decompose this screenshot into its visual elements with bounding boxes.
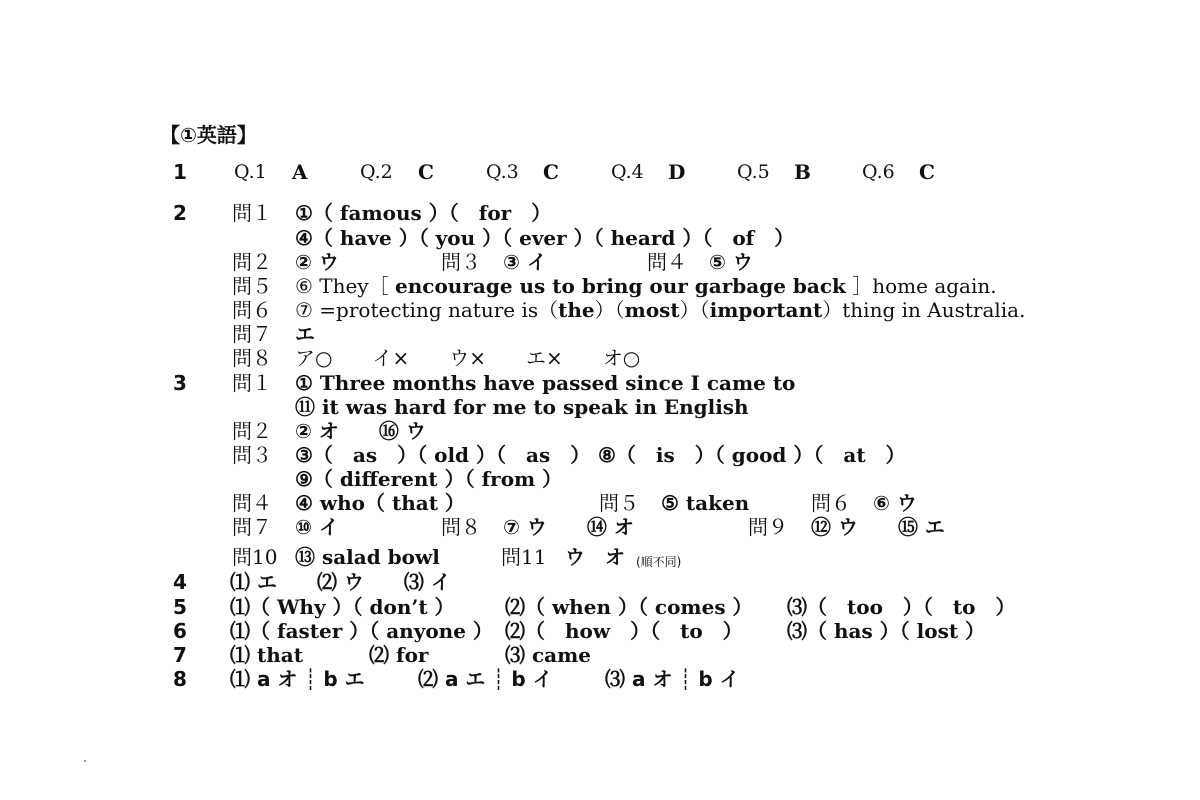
answer: ⑦ ウ ⑭ オ	[503, 515, 634, 539]
answer: ② ウ	[295, 250, 339, 274]
question-label: 問７	[232, 322, 272, 346]
section-number-5: 5	[173, 595, 187, 619]
answer: ⑵（ how ）（ to ）	[505, 619, 743, 643]
answer: C	[418, 160, 434, 184]
question-label: Q.2	[360, 161, 393, 183]
section-number-3: 3	[173, 371, 187, 395]
question-label: 問６	[811, 491, 851, 515]
answer: A	[292, 160, 308, 184]
question-label: Q.5	[737, 161, 770, 183]
scan-speck	[84, 760, 86, 762]
answer: ④ who（ that ）	[295, 491, 465, 515]
question-label: 問４	[647, 250, 687, 274]
answer: ⑴ that	[230, 643, 303, 667]
question-label: Q.6	[862, 161, 895, 183]
answer: C	[543, 160, 559, 184]
answer: エ	[295, 322, 315, 346]
question-label: 問７	[232, 515, 272, 539]
answer: ⑶ a オ ┊ b イ	[605, 667, 740, 691]
section-number-7: 7	[173, 643, 187, 667]
answer: ⑵（ when ）（ comes ）	[505, 595, 753, 619]
answer: ⑨（ different ）（ from ）	[295, 467, 563, 491]
answer: ⑥ ウ	[873, 491, 917, 515]
answer: ⑴（ faster ）（ anyone ）	[230, 619, 493, 643]
answer: ①（ famous ）（ for ）	[295, 201, 552, 225]
question-label: Q.3	[486, 161, 519, 183]
question-label: 問１	[232, 201, 272, 225]
answer: ⑴ エ ⑵ ウ ⑶ イ	[230, 570, 451, 594]
answer: ⑤ ウ	[709, 250, 753, 274]
question-label: 問３	[232, 443, 272, 467]
answer: ⑩ イ	[295, 515, 339, 539]
section-number-2: 2	[173, 201, 187, 225]
section-number-8: 8	[173, 667, 187, 691]
answer: ⑵ a エ ┊ b イ	[418, 667, 553, 691]
answer: ③ イ	[503, 250, 547, 274]
question-label: Q.4	[611, 161, 644, 183]
note: (順不同)	[636, 555, 682, 569]
answer: ② オ ⑯ ウ	[295, 419, 426, 443]
question-label: 問８	[232, 346, 272, 370]
question-label: 問２	[232, 419, 272, 443]
question-label: 問８	[441, 515, 481, 539]
answer: ⑪ it was hard for me to speak in English	[295, 395, 749, 419]
answer: ア○ イ× ウ× エ× オ○	[295, 346, 641, 370]
answer: ⑴（ Why ）（ don’t ）	[230, 595, 455, 619]
question-label: 問２	[232, 250, 272, 274]
answer: ⑧（ is ）（ good ）（ at ）	[598, 443, 906, 467]
answer: ① Three months have passed since I came to	[295, 371, 796, 395]
question-label: 問６	[232, 298, 272, 322]
question-label: 問１	[232, 371, 272, 395]
section-number-1: 1	[173, 160, 187, 184]
section-number-4: 4	[173, 570, 187, 594]
answer: C	[919, 160, 935, 184]
answer: ⑵ for	[369, 643, 429, 667]
question-label: 問９	[748, 515, 788, 539]
answer: B	[794, 160, 811, 184]
answer: ウ オ	[565, 545, 625, 569]
answer: ⑬ salad bowl	[295, 545, 440, 569]
question-label: 問11	[501, 545, 547, 569]
question-label: 問４	[232, 491, 272, 515]
answer: ⑶（ has ）（ lost ）	[787, 619, 986, 643]
answer: ⑶ came	[505, 643, 591, 667]
question-label: 問５	[599, 491, 639, 515]
answer: ⑶（ too ）（ to ）	[787, 595, 1016, 619]
answer: ⑴ a オ ┊ b エ	[230, 667, 365, 691]
answer-sentence: ⑦ =protecting nature is（the）（most）（important）thing in Australia.	[295, 298, 1026, 322]
question-label: Q.1	[234, 161, 267, 183]
answer: ③（ as ）（ old ）（ as ）	[295, 443, 591, 467]
answer: ⑫ ウ ⑮ エ	[811, 515, 945, 539]
page-title: 【①英語】	[160, 123, 257, 147]
question-label: 問３	[441, 250, 481, 274]
question-label: 問５	[232, 274, 272, 298]
answer: ⑤ taken	[661, 491, 750, 515]
answer: D	[668, 160, 686, 184]
answer: ④（ have ）（ you ）（ ever ）（ heard ）（ of ）	[295, 226, 795, 250]
answer-sentence: ⑥ They［ encourage us to bring our garbage back ］home again.	[295, 274, 997, 298]
section-number-6: 6	[173, 619, 187, 643]
question-label: 問10	[232, 545, 278, 569]
